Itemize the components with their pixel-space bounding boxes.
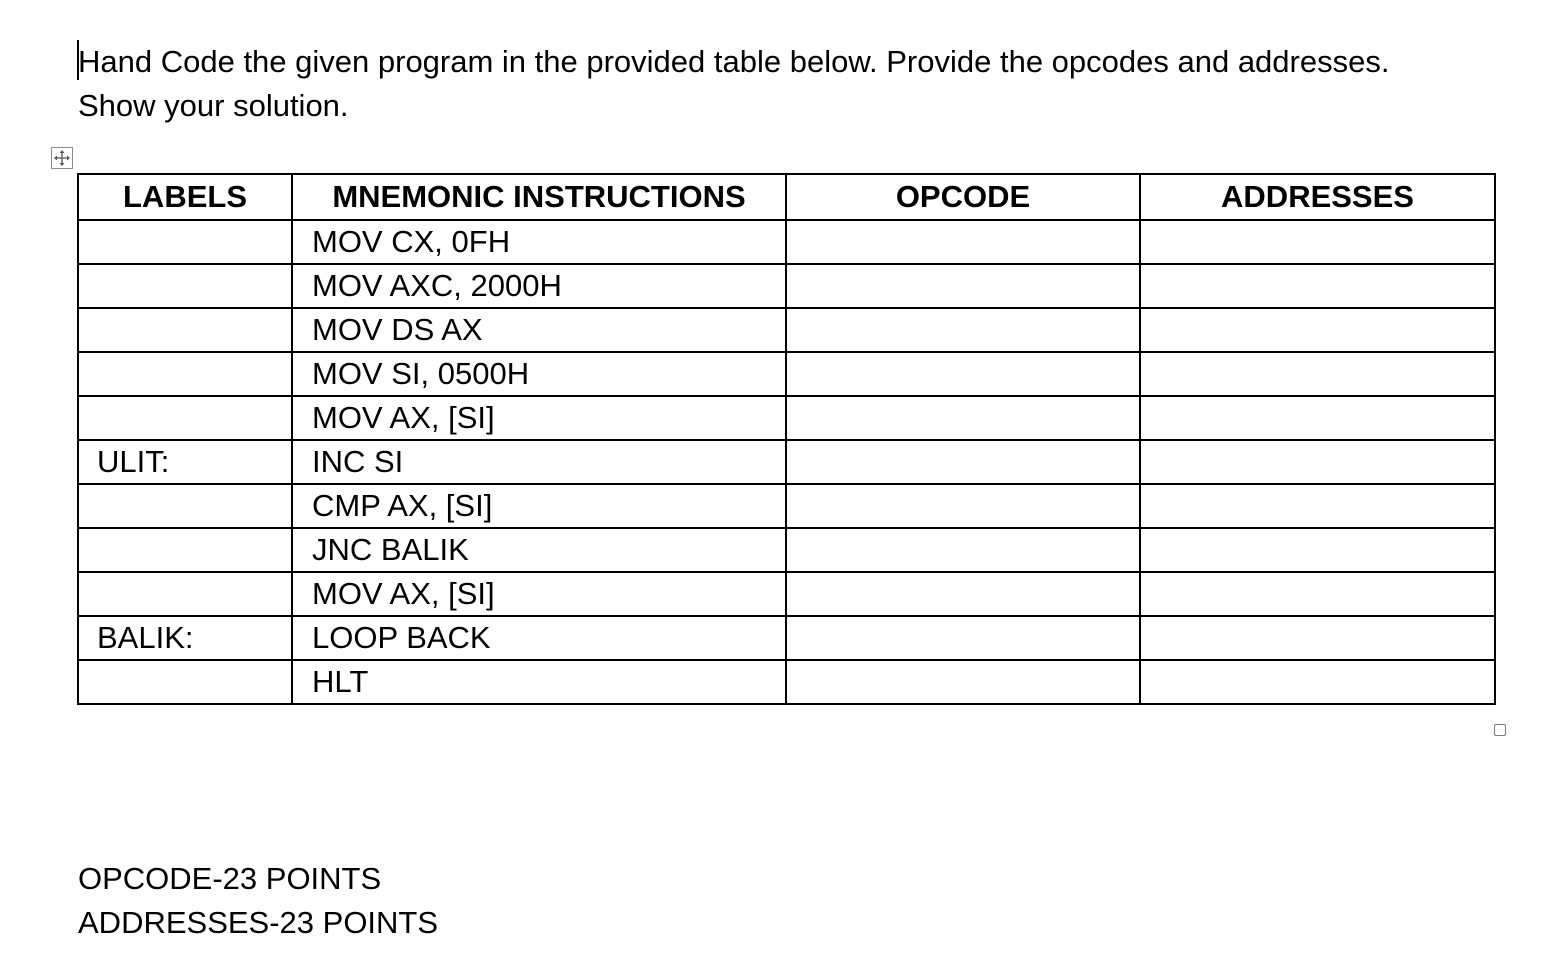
address-cell[interactable] — [1140, 572, 1495, 616]
table-row — [78, 440, 1495, 484]
label-cell[interactable] — [78, 660, 292, 704]
label-cell[interactable] — [78, 264, 292, 308]
instruction-cell[interactable]: MOV SI, 0500H — [292, 352, 786, 396]
instructions-line-1: Hand Code the given program in the provided table below. Provide the opcodes and addresses. — [78, 44, 1390, 79]
address-cell[interactable] — [1140, 528, 1495, 572]
table-row — [78, 572, 1495, 616]
instruction-cell[interactable]: MOV CX, 0FH — [292, 220, 786, 264]
table-row — [78, 220, 1495, 264]
table-row — [78, 484, 1495, 528]
opcode-cell[interactable] — [786, 264, 1140, 308]
address-cell[interactable] — [1140, 660, 1495, 704]
label-cell[interactable]: ULIT: — [78, 440, 292, 484]
instruction-cell[interactable]: HLT — [292, 660, 786, 704]
table-resize-handle[interactable] — [1494, 724, 1506, 736]
instruction-cell[interactable]: JNC BALIK — [292, 528, 786, 572]
table-move-handle[interactable] — [51, 147, 73, 169]
opcode-cell[interactable] — [786, 352, 1140, 396]
instruction-cell[interactable]: MOV DS AX — [292, 308, 786, 352]
table-row — [78, 528, 1495, 572]
move-arrows-icon — [52, 148, 72, 168]
opcode-cell[interactable] — [786, 660, 1140, 704]
address-cell[interactable] — [1140, 220, 1495, 264]
label-cell[interactable] — [78, 308, 292, 352]
label-cell[interactable] — [78, 572, 292, 616]
table-row — [78, 616, 1495, 660]
table-row — [78, 308, 1495, 352]
opcode-cell[interactable] — [786, 220, 1140, 264]
header-mnemonic-instructions: MNEMONIC INSTRUCTIONS — [292, 174, 786, 220]
table-row — [78, 396, 1495, 440]
header-opcode: OPCODE — [786, 174, 1140, 220]
opcode-cell[interactable] — [786, 308, 1140, 352]
address-cell[interactable] — [1140, 440, 1495, 484]
table-row — [78, 660, 1495, 704]
opcode-cell[interactable] — [786, 528, 1140, 572]
label-cell[interactable]: BALIK: — [78, 616, 292, 660]
table-row — [78, 352, 1495, 396]
header-labels: LABELS — [78, 174, 292, 220]
address-cell[interactable] — [1140, 616, 1495, 660]
address-cell[interactable] — [1140, 396, 1495, 440]
program-table — [77, 173, 1496, 705]
instructions-line-2: Show your solution. — [78, 88, 349, 123]
opcode-cell[interactable] — [786, 616, 1140, 660]
instruction-cell[interactable]: INC SI — [292, 440, 786, 484]
instruction-cell[interactable]: MOV AX, [SI] — [292, 572, 786, 616]
label-cell[interactable] — [78, 484, 292, 528]
address-cell[interactable] — [1140, 352, 1495, 396]
scoring-footer — [78, 857, 438, 945]
instructions-paragraph — [78, 40, 1508, 128]
table-row — [78, 264, 1495, 308]
label-cell[interactable] — [78, 396, 292, 440]
opcode-points-text: OPCODE-23 POINTS — [78, 861, 382, 896]
instruction-cell[interactable]: MOV AXC, 2000H — [292, 264, 786, 308]
label-cell[interactable] — [78, 220, 292, 264]
opcode-cell[interactable] — [786, 440, 1140, 484]
addresses-points-text: ADDRESSES-23 POINTS — [78, 905, 439, 940]
instruction-cell[interactable]: CMP AX, [SI] — [292, 484, 786, 528]
opcode-cell[interactable] — [786, 572, 1140, 616]
opcode-cell[interactable] — [786, 484, 1140, 528]
instruction-cell[interactable]: LOOP BACK — [292, 616, 786, 660]
label-cell[interactable] — [78, 352, 292, 396]
address-cell[interactable] — [1140, 484, 1495, 528]
opcode-cell[interactable] — [786, 396, 1140, 440]
address-cell[interactable] — [1140, 308, 1495, 352]
instruction-cell[interactable]: MOV AX, [SI] — [292, 396, 786, 440]
address-cell[interactable] — [1140, 264, 1495, 308]
label-cell[interactable] — [78, 528, 292, 572]
header-addresses: ADDRESSES — [1140, 174, 1495, 220]
table-header-row — [78, 174, 1495, 220]
